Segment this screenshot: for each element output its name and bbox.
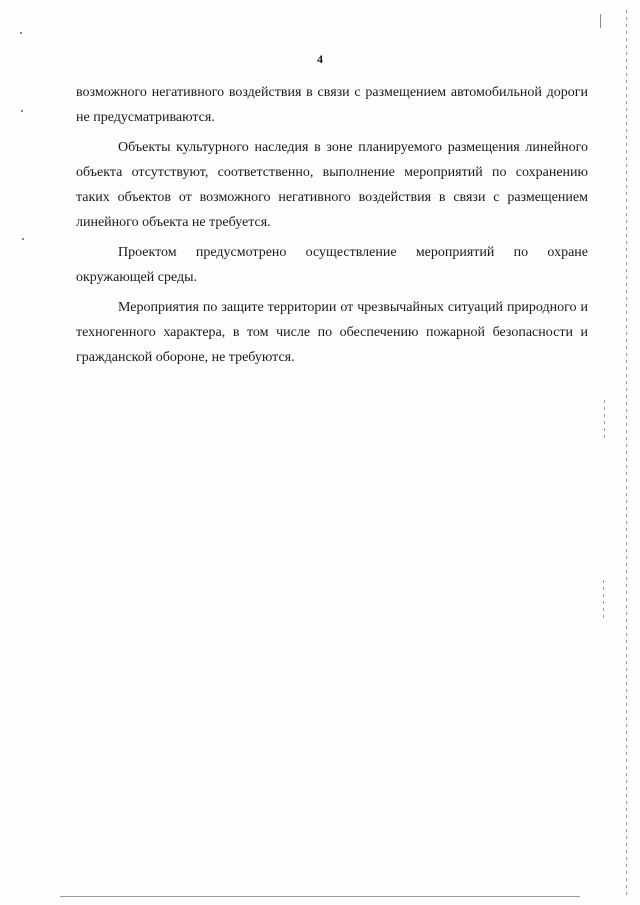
scan-edge-line	[604, 400, 605, 440]
paragraph-continuation: возможного негативного воздействия в связи с размещением автомобильной дороги не предусматриваются.	[76, 85, 588, 125]
paragraph-environment-line2: окружающей среды.	[76, 270, 198, 285]
paragraph-emergency-measures: Мероприятия по защите территории от чрезвычайных ситуаций природного и техногенного характера, в том числе по обеспечению пожарной безопасности и гражданской обороне, не требуются.	[76, 300, 588, 365]
paragraph-environment-line1: Проектом предусмотрено осуществление мероприятий по охране	[118, 245, 588, 260]
scan-speck	[22, 238, 24, 240]
paragraph-cultural-heritage: Объекты культурного наследия в зоне планируемого размещения линейного объекта отсутствуют, соответственно, выполнение мероприятий по сохранению таких объектов от возможного негативного воздействия в связи с размещением линейного объекта не требуется.	[76, 140, 588, 230]
scan-edge-line	[626, 10, 627, 895]
page-number: 4	[317, 52, 323, 66]
scan-edge-line	[603, 580, 604, 620]
scan-speck	[21, 110, 23, 112]
scan-speck	[20, 32, 22, 34]
scan-speck	[600, 14, 601, 28]
scan-bottom-line	[60, 896, 580, 897]
document-body	[76, 80, 588, 375]
